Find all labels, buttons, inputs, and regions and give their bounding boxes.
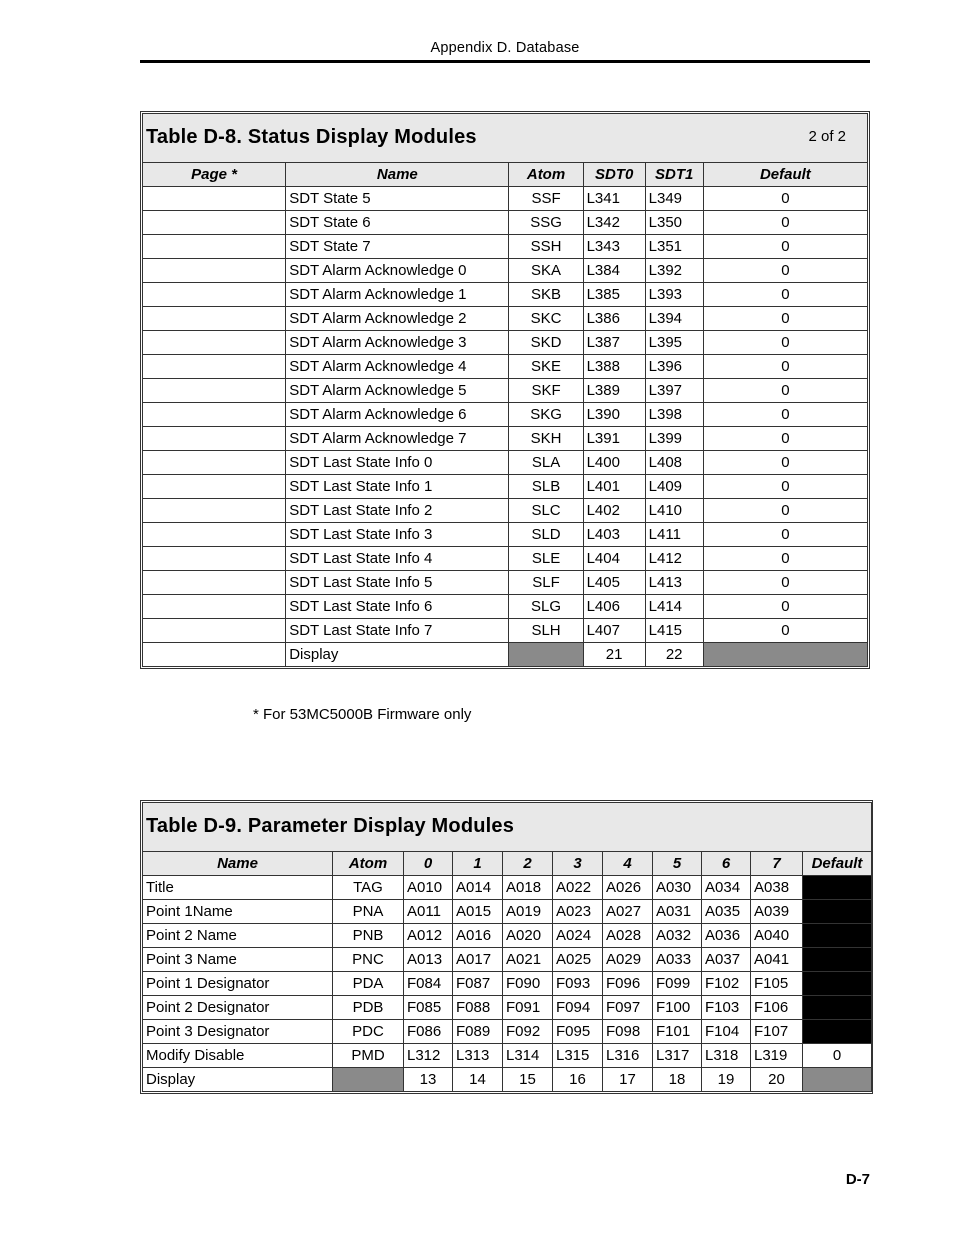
- cell-default: 0: [703, 595, 867, 619]
- cell-value: F101: [653, 1020, 702, 1044]
- table-row: [143, 403, 868, 427]
- table-row: [143, 547, 868, 571]
- table-row: [143, 499, 868, 523]
- table-row: [143, 619, 868, 643]
- table-row-display: [143, 643, 868, 667]
- table-row: [143, 379, 868, 403]
- cell-default: 0: [703, 379, 867, 403]
- cell-default-shaded: [703, 643, 867, 667]
- cell-value: F100: [653, 996, 702, 1020]
- cell-name: SDT Last State Info 6: [286, 595, 509, 619]
- cell-value: A014: [453, 876, 503, 900]
- cell-sdt0: L402: [583, 499, 645, 523]
- column-header: 3: [553, 852, 603, 876]
- cell-value: L315: [553, 1044, 603, 1068]
- footnote: * For 53MC5000B Firmware only: [253, 706, 472, 723]
- table-d8-page-indicator: 2 of 2: [808, 128, 846, 145]
- cell-value: F087: [453, 972, 503, 996]
- column-header: Atom: [333, 852, 404, 876]
- cell-value: 20: [751, 1068, 803, 1092]
- cell-default: 0: [703, 451, 867, 475]
- cell-value: A026: [603, 876, 653, 900]
- cell-value: L318: [702, 1044, 751, 1068]
- cell-name: SDT State 5: [286, 187, 509, 211]
- cell-default: 0: [703, 187, 867, 211]
- table-d8: [140, 111, 870, 669]
- cell-atom: SLG: [509, 595, 583, 619]
- cell-atom: PNC: [333, 948, 404, 972]
- cell-sdt0: L405: [583, 571, 645, 595]
- cell-sdt1: L415: [645, 619, 703, 643]
- cell-sdt0: L384: [583, 259, 645, 283]
- cell-value: F103: [702, 996, 751, 1020]
- cell-atom: PDB: [333, 996, 404, 1020]
- table-row: [143, 1044, 872, 1068]
- cell-name: Modify Disable: [143, 1044, 333, 1068]
- cell-value: 15: [503, 1068, 553, 1092]
- table-row: [143, 876, 872, 900]
- cell-sdt0: L387: [583, 331, 645, 355]
- cell-value: A029: [603, 948, 653, 972]
- column-header: 1: [453, 852, 503, 876]
- cell-name: SDT Alarm Acknowledge 4: [286, 355, 509, 379]
- cell-sdt1: L349: [645, 187, 703, 211]
- cell-value: F085: [404, 996, 453, 1020]
- cell-value: A012: [404, 924, 453, 948]
- cell-value: F089: [453, 1020, 503, 1044]
- cell-value: A034: [702, 876, 751, 900]
- cell-sdt1: L350: [645, 211, 703, 235]
- cell-value: A020: [503, 924, 553, 948]
- cell-sdt0: L407: [583, 619, 645, 643]
- cell-atom: PDC: [333, 1020, 404, 1044]
- cell-name: SDT Last State Info 3: [286, 523, 509, 547]
- cell-page: [143, 259, 286, 283]
- cell-sdt1: L409: [645, 475, 703, 499]
- cell-atom: SLA: [509, 451, 583, 475]
- cell-name: SDT Last State Info 0: [286, 451, 509, 475]
- cell-atom: SKB: [509, 283, 583, 307]
- cell-name: Point 2 Name: [143, 924, 333, 948]
- cell-page: [143, 427, 286, 451]
- cell-name: Point 1 Designator: [143, 972, 333, 996]
- cell-default-blacked-out: [803, 876, 872, 900]
- cell-value: F093: [553, 972, 603, 996]
- table-row: [143, 1020, 872, 1044]
- cell-default-shaded: [803, 1068, 872, 1092]
- cell-sdt0: L403: [583, 523, 645, 547]
- cell-atom: SKE: [509, 355, 583, 379]
- table-row: [143, 996, 872, 1020]
- cell-name: SDT Alarm Acknowledge 2: [286, 307, 509, 331]
- cell-sdt0: L391: [583, 427, 645, 451]
- cell-default-blacked-out: [803, 900, 872, 924]
- cell-sdt1: L412: [645, 547, 703, 571]
- cell-value: F099: [653, 972, 702, 996]
- cell-default: 0: [703, 571, 867, 595]
- cell-page: [143, 451, 286, 475]
- cell-value: A035: [702, 900, 751, 924]
- table-row: [143, 523, 868, 547]
- cell-value: A011: [404, 900, 453, 924]
- cell-name: SDT Last State Info 1: [286, 475, 509, 499]
- table-d8-title: Table D-8. Status Display Modules: [146, 126, 477, 148]
- cell-value: F096: [603, 972, 653, 996]
- cell-sdt0: L341: [583, 187, 645, 211]
- cell-value: A017: [453, 948, 503, 972]
- cell-page: [143, 643, 286, 667]
- cell-default: 0: [703, 475, 867, 499]
- cell-atom: SKF: [509, 379, 583, 403]
- cell-default: 0: [703, 211, 867, 235]
- cell-name: SDT Alarm Acknowledge 7: [286, 427, 509, 451]
- cell-sdt1: L392: [645, 259, 703, 283]
- cell-default: 0: [703, 499, 867, 523]
- cell-value: F106: [751, 996, 803, 1020]
- cell-atom-shaded: [509, 643, 583, 667]
- cell-atom: SSG: [509, 211, 583, 235]
- cell-atom: PNB: [333, 924, 404, 948]
- cell-sdt0: L385: [583, 283, 645, 307]
- cell-page: [143, 235, 286, 259]
- cell-value: A010: [404, 876, 453, 900]
- cell-value: L313: [453, 1044, 503, 1068]
- cell-atom: PMD: [333, 1044, 404, 1068]
- cell-atom: PNA: [333, 900, 404, 924]
- column-header: Default: [803, 852, 872, 876]
- cell-sdt1: L399: [645, 427, 703, 451]
- table-row: [143, 900, 872, 924]
- cell-value: 16: [553, 1068, 603, 1092]
- cell-sdt0: 21: [583, 643, 645, 667]
- cell-page: [143, 355, 286, 379]
- cell-value: A036: [702, 924, 751, 948]
- cell-default: 0: [703, 355, 867, 379]
- cell-page: [143, 523, 286, 547]
- table-row: [143, 427, 868, 451]
- cell-page: [143, 307, 286, 331]
- cell-atom: SLE: [509, 547, 583, 571]
- cell-value: F098: [603, 1020, 653, 1044]
- cell-sdt0: L401: [583, 475, 645, 499]
- table-row: [143, 972, 872, 996]
- cell-value: A018: [503, 876, 553, 900]
- cell-page: [143, 403, 286, 427]
- table-row: [143, 283, 868, 307]
- cell-atom: SKD: [509, 331, 583, 355]
- cell-page: [143, 187, 286, 211]
- cell-value: A039: [751, 900, 803, 924]
- cell-value: 17: [603, 1068, 653, 1092]
- cell-value: L317: [653, 1044, 702, 1068]
- cell-default: 0: [703, 523, 867, 547]
- cell-atom: SLC: [509, 499, 583, 523]
- cell-page: [143, 211, 286, 235]
- cell-name: SDT Last State Info 7: [286, 619, 509, 643]
- cell-value: A019: [503, 900, 553, 924]
- cell-name: SDT Last State Info 5: [286, 571, 509, 595]
- column-header: 4: [603, 852, 653, 876]
- table-row: [143, 187, 868, 211]
- cell-default-blacked-out: [803, 948, 872, 972]
- cell-value: A016: [453, 924, 503, 948]
- cell-name: SDT Alarm Acknowledge 3: [286, 331, 509, 355]
- cell-name: SDT State 7: [286, 235, 509, 259]
- cell-value: A037: [702, 948, 751, 972]
- table-row: [143, 571, 868, 595]
- cell-value: F105: [751, 972, 803, 996]
- cell-default-blacked-out: [803, 972, 872, 996]
- cell-value: A038: [751, 876, 803, 900]
- cell-value: 18: [653, 1068, 702, 1092]
- cell-value: F091: [503, 996, 553, 1020]
- cell-name: SDT Alarm Acknowledge 1: [286, 283, 509, 307]
- cell-atom: TAG: [333, 876, 404, 900]
- cell-value: F094: [553, 996, 603, 1020]
- cell-sdt1: L395: [645, 331, 703, 355]
- cell-value: F092: [503, 1020, 553, 1044]
- table-row: [143, 211, 868, 235]
- cell-default: 0: [703, 259, 867, 283]
- cell-sdt0: L404: [583, 547, 645, 571]
- cell-value: A024: [553, 924, 603, 948]
- cell-name: SDT Alarm Acknowledge 6: [286, 403, 509, 427]
- cell-page: [143, 283, 286, 307]
- cell-value: A041: [751, 948, 803, 972]
- cell-sdt1: L396: [645, 355, 703, 379]
- cell-value: F084: [404, 972, 453, 996]
- cell-default: 0: [703, 235, 867, 259]
- column-header: 0: [404, 852, 453, 876]
- cell-name: Title: [143, 876, 333, 900]
- cell-value: L314: [503, 1044, 553, 1068]
- cell-value: 13: [404, 1068, 453, 1092]
- cell-sdt0: L406: [583, 595, 645, 619]
- table-row: [143, 475, 868, 499]
- cell-default-blacked-out: [803, 924, 872, 948]
- cell-value: A032: [653, 924, 702, 948]
- column-header-name: Name: [286, 163, 509, 187]
- table-row: [143, 451, 868, 475]
- cell-value: F095: [553, 1020, 603, 1044]
- cell-atom: SKH: [509, 427, 583, 451]
- cell-sdt1: L398: [645, 403, 703, 427]
- cell-name: SDT Last State Info 2: [286, 499, 509, 523]
- table-row: [143, 331, 868, 355]
- cell-value: F107: [751, 1020, 803, 1044]
- cell-sdt1: L394: [645, 307, 703, 331]
- column-header: 7: [751, 852, 803, 876]
- cell-sdt1: L414: [645, 595, 703, 619]
- cell-value: A025: [553, 948, 603, 972]
- cell-atom-shaded: [333, 1068, 404, 1092]
- header-rule: [140, 60, 870, 63]
- cell-atom: SSF: [509, 187, 583, 211]
- cell-page: [143, 331, 286, 355]
- cell-name: SDT State 6: [286, 211, 509, 235]
- column-header-default: Default: [703, 163, 867, 187]
- cell-name: Point 1Name: [143, 900, 333, 924]
- cell-value: A015: [453, 900, 503, 924]
- column-header-page: Page *: [143, 163, 286, 187]
- cell-value: F088: [453, 996, 503, 1020]
- table-d9-title: Table D-9. Parameter Display Modules: [146, 815, 515, 837]
- cell-value: A030: [653, 876, 702, 900]
- cell-default: 0: [703, 283, 867, 307]
- cell-name: Point 3 Designator: [143, 1020, 333, 1044]
- cell-sdt0: L400: [583, 451, 645, 475]
- table-row: [143, 259, 868, 283]
- cell-sdt0: L390: [583, 403, 645, 427]
- cell-sdt0: L343: [583, 235, 645, 259]
- cell-name: SDT Alarm Acknowledge 5: [286, 379, 509, 403]
- cell-name: SDT Alarm Acknowledge 0: [286, 259, 509, 283]
- column-header-sdt1: SDT1: [645, 163, 703, 187]
- cell-value: A033: [653, 948, 702, 972]
- cell-value: A031: [653, 900, 702, 924]
- cell-name: Point 3 Name: [143, 948, 333, 972]
- table-row: [143, 595, 868, 619]
- cell-value: A013: [404, 948, 453, 972]
- table-row: [143, 235, 868, 259]
- cell-value: L312: [404, 1044, 453, 1068]
- cell-sdt0: L342: [583, 211, 645, 235]
- cell-atom: SSH: [509, 235, 583, 259]
- cell-value: F090: [503, 972, 553, 996]
- cell-sdt1: L393: [645, 283, 703, 307]
- cell-value: 14: [453, 1068, 503, 1092]
- cell-value: L319: [751, 1044, 803, 1068]
- cell-atom: PDA: [333, 972, 404, 996]
- cell-default-blacked-out: [803, 1020, 872, 1044]
- cell-atom: SKC: [509, 307, 583, 331]
- cell-page: [143, 547, 286, 571]
- column-header: 6: [702, 852, 751, 876]
- cell-page: [143, 475, 286, 499]
- cell-default: 0: [703, 547, 867, 571]
- running-header: Appendix D. Database: [430, 40, 580, 56]
- cell-atom: SLF: [509, 571, 583, 595]
- column-header: 5: [653, 852, 702, 876]
- cell-sdt0: L388: [583, 355, 645, 379]
- cell-value: F097: [603, 996, 653, 1020]
- cell-value: A021: [503, 948, 553, 972]
- cell-sdt1: 22: [645, 643, 703, 667]
- cell-page: [143, 499, 286, 523]
- cell-page: [143, 571, 286, 595]
- table-d9: [140, 800, 873, 1094]
- cell-value: F086: [404, 1020, 453, 1044]
- cell-value: A040: [751, 924, 803, 948]
- cell-sdt1: L411: [645, 523, 703, 547]
- cell-value: A028: [603, 924, 653, 948]
- cell-atom: SKG: [509, 403, 583, 427]
- column-header: 2: [503, 852, 553, 876]
- cell-atom: SLH: [509, 619, 583, 643]
- table-row: [143, 355, 868, 379]
- cell-atom: SLB: [509, 475, 583, 499]
- cell-atom: SKA: [509, 259, 583, 283]
- cell-atom: SLD: [509, 523, 583, 547]
- page-number: D-7: [845, 1171, 870, 1188]
- cell-value: F102: [702, 972, 751, 996]
- cell-name: Display: [143, 1068, 333, 1092]
- cell-default: 0: [703, 331, 867, 355]
- cell-sdt1: L413: [645, 571, 703, 595]
- cell-page: [143, 619, 286, 643]
- table-row: [143, 924, 872, 948]
- cell-sdt1: L410: [645, 499, 703, 523]
- cell-name: Point 2 Designator: [143, 996, 333, 1020]
- cell-default-blacked-out: [803, 996, 872, 1020]
- cell-sdt1: L351: [645, 235, 703, 259]
- cell-page: [143, 595, 286, 619]
- table-row: [143, 948, 872, 972]
- cell-default: 0: [703, 619, 867, 643]
- table-row: [143, 307, 868, 331]
- column-header-sdt0: SDT0: [583, 163, 645, 187]
- cell-name: SDT Last State Info 4: [286, 547, 509, 571]
- cell-default: 0: [803, 1044, 872, 1068]
- cell-page: [143, 379, 286, 403]
- cell-value: 19: [702, 1068, 751, 1092]
- column-header: Name: [143, 852, 333, 876]
- cell-sdt0: L386: [583, 307, 645, 331]
- cell-default: 0: [703, 307, 867, 331]
- cell-sdt1: L408: [645, 451, 703, 475]
- column-header-atom: Atom: [509, 163, 583, 187]
- cell-value: A022: [553, 876, 603, 900]
- table-row-display: [143, 1068, 872, 1092]
- cell-value: F104: [702, 1020, 751, 1044]
- cell-name: Display: [286, 643, 509, 667]
- cell-value: A027: [603, 900, 653, 924]
- cell-value: L316: [603, 1044, 653, 1068]
- cell-default: 0: [703, 403, 867, 427]
- cell-default: 0: [703, 427, 867, 451]
- cell-sdt0: L389: [583, 379, 645, 403]
- cell-sdt1: L397: [645, 379, 703, 403]
- cell-value: A023: [553, 900, 603, 924]
